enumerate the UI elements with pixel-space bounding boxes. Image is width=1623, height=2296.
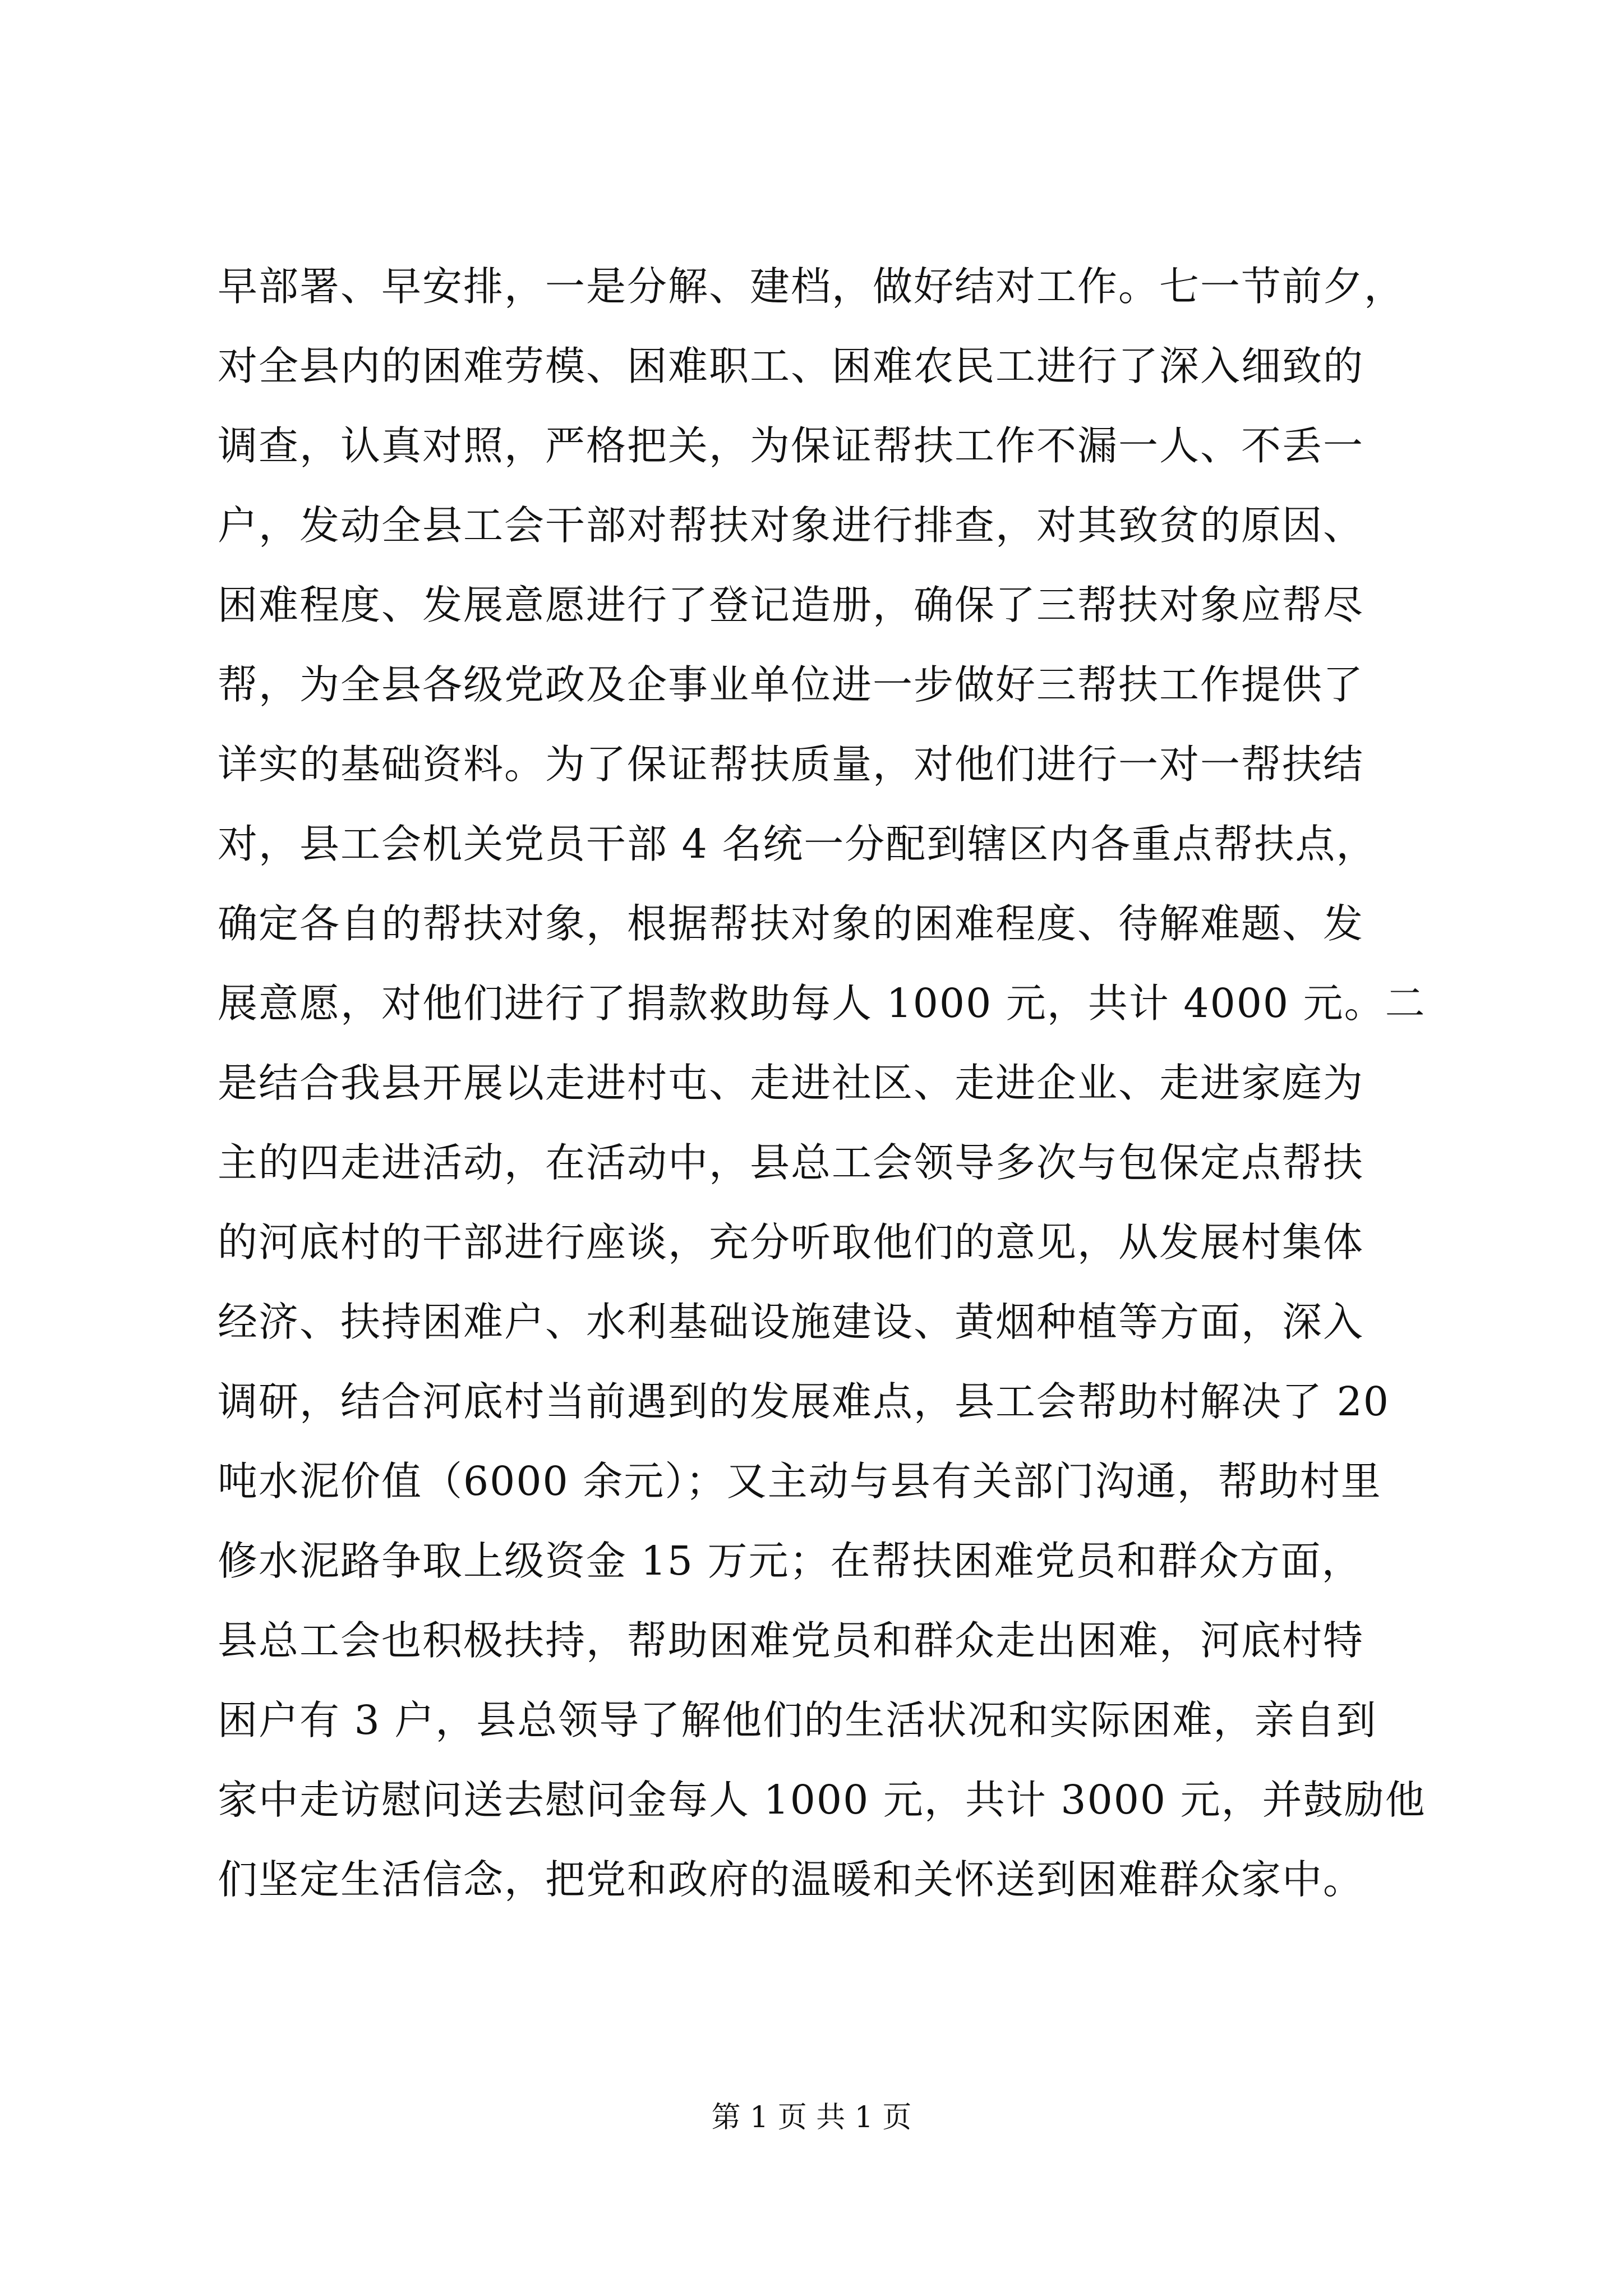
text-line: 主的四走进活动，在活动中，县总工会领导多次与包保定点帮扶 xyxy=(218,1139,1364,1186)
text-line: 经济、扶持困难户、水利基础设施建设、黄烟种植等方面，深入 xyxy=(218,1299,1364,1345)
body-paragraph xyxy=(218,247,1429,1920)
text-line: 确定各自的帮扶对象，根据帮扶对象的困难程度、待解难题、发 xyxy=(218,900,1364,947)
text-line: 县总工会也积极扶持，帮助困难党员和群众走出困难，河底村特 xyxy=(218,1617,1364,1664)
text-line: 的河底村的干部进行座谈，充分听取他们的意见，从发展村集体 xyxy=(218,1219,1364,1266)
text-line: 帮，为全县各级党政及企事业单位进一步做好三帮扶工作提供了 xyxy=(218,661,1364,708)
text-line: 展意愿，对他们进行了捐款救助每人 1000 元，共计 4000 元。二 xyxy=(218,980,1426,1027)
text-line: 困户有 3 户，县总领导了解他们的生活状况和实际困难，亲自到 xyxy=(218,1697,1377,1743)
text-line: 吨水泥价值（6000 余元）；又主动与县有关部门沟通，帮助村里 xyxy=(218,1458,1382,1504)
text-line: 对全县内的困难劳模、困难职工、困难农民工进行了深入细致的 xyxy=(218,343,1364,389)
text-line: 们坚定生活信念，把党和政府的温暖和关怀送到困难群众家中。 xyxy=(218,1856,1364,1903)
text-line: 调研，结合河底村当前遇到的发展难点，县工会帮助村解决了 20 xyxy=(218,1378,1390,1425)
text-line: 调查，认真对照，严格把关，为保证帮扶工作不漏一人、不丢一 xyxy=(218,422,1364,469)
text-line: 修水泥路争取上级资金 15 万元；在帮扶困难党员和群众方面， xyxy=(218,1538,1363,1584)
text-line: 是结合我县开展以走进村屯、走进社区、走进企业、走进家庭为 xyxy=(218,1060,1364,1106)
text-line: 困难程度、发展意愿进行了登记造册，确保了三帮扶对象应帮尽 xyxy=(218,582,1364,628)
page-number-footer: 第 1 页 共 1 页 xyxy=(711,2101,912,2134)
text-line: 对，县工会机关党员干部 4 名统一分配到辖区内各重点帮扶点， xyxy=(218,821,1377,867)
text-line: 详实的基础资料。为了保证帮扶质量，对他们进行一对一帮扶结 xyxy=(218,741,1364,788)
text-line: 户，发动全县工会干部对帮扶对象进行排查，对其致贫的原因、 xyxy=(218,502,1364,549)
text-line: 家中走访慰问送去慰问金每人 1000 元，共计 3000 元，并鼓励他 xyxy=(218,1777,1426,1823)
text-line: 早部署、早安排，一是分解、建档，做好结对工作。七一节前夕， xyxy=(218,263,1405,310)
